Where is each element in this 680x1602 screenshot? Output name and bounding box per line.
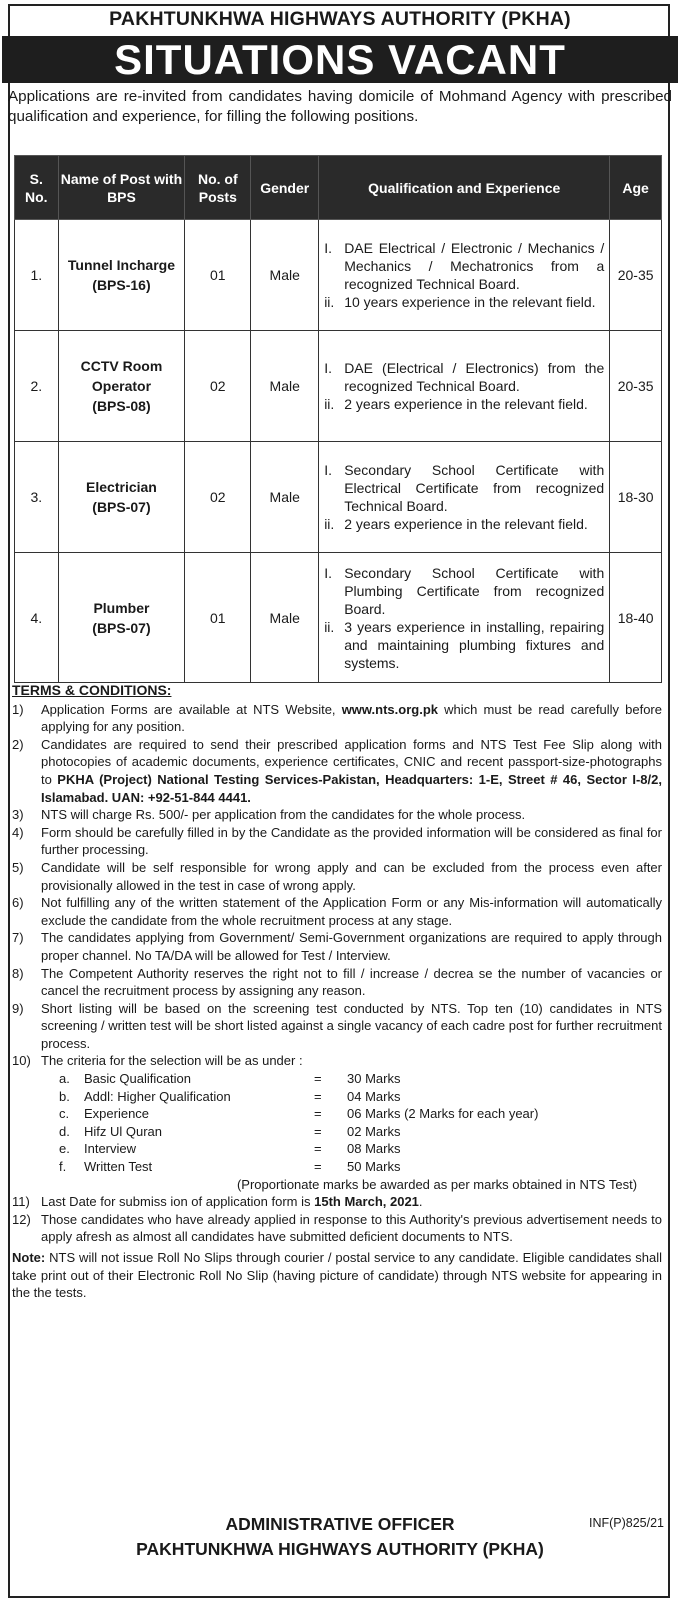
condition-item	[12, 824, 662, 859]
experience-item	[324, 395, 604, 413]
nts-website-link: www.nts.org.pk	[341, 701, 438, 717]
authority-name: PAKHTUNKHWA HIGHWAYS AUTHORITY (PKHA)	[136, 1539, 544, 1559]
criteria-marks: 04 Marks	[347, 1088, 401, 1104]
criteria-equals: =	[314, 1088, 322, 1104]
criteria-name: Basic Qualification	[84, 1071, 191, 1087]
situations-vacant-banner: SITUATIONS VACANT	[2, 36, 678, 83]
officer-title: ADMINISTRATIVE OFFICER	[225, 1514, 455, 1534]
condition-number: 5)	[12, 859, 24, 875]
row-age: 20-35	[610, 220, 662, 331]
condition-number: 9)	[12, 1000, 24, 1016]
condition-text-part: which must be read carefully before applying for any position.	[41, 701, 662, 735]
criteria-row	[59, 1105, 662, 1123]
criteria-letter: a.	[59, 1071, 70, 1087]
row-qualification	[319, 553, 610, 683]
condition-text	[41, 736, 662, 806]
criteria-equals: =	[314, 1106, 322, 1122]
criteria-name: Written Test	[84, 1159, 153, 1175]
criteria-equals: =	[314, 1071, 322, 1087]
criteria-name: Interview	[84, 1141, 137, 1157]
condition-number: 8)	[12, 965, 24, 981]
condition-number: 3)	[12, 807, 24, 823]
post-bps: (BPS-08)	[92, 398, 151, 414]
condition-text	[41, 701, 662, 736]
experience-text: 2 years experience in the relevant field.	[344, 396, 588, 412]
condition-text-part: .	[418, 1194, 423, 1210]
criteria-letter: f.	[59, 1159, 67, 1175]
note-label: Note:	[12, 1250, 46, 1265]
qualification-number: I.	[324, 462, 332, 478]
row-sno: 1.	[15, 220, 59, 331]
note-text: NTS will not issue Roll No Slips through courier / postal service to any candidate. Eligible candidates shall take print out of their Electronic Roll No Slip (having picture of candidate) through NTS website for appearing in the the tests.	[12, 1250, 662, 1301]
row-sno: 3.	[15, 442, 59, 553]
criteria-row	[59, 1123, 662, 1141]
criteria-letter: c.	[59, 1106, 70, 1122]
criteria-letter: b.	[59, 1088, 70, 1104]
post-bps: (BPS-07)	[92, 499, 151, 515]
col-header-age: Age	[610, 156, 662, 220]
experience-text: 10 years experience in the relevant field.	[344, 294, 596, 310]
criteria-row	[59, 1140, 662, 1158]
condition-text-part: Candidates are required to send their prescribed application forms and NTS Test Fee Slip along with photocopies of academic documents, experience certificates, CNIC and recent passport-size-photographs to	[41, 736, 662, 787]
criteria-equals: =	[314, 1159, 322, 1175]
qualification-item	[324, 564, 604, 618]
condition-text: Form should be carefully filled in by the Candidate as the provided information will be considered as final for further processing.	[41, 824, 662, 858]
table-row	[15, 220, 662, 331]
criteria-equals: =	[314, 1123, 322, 1139]
post-bps: (BPS-16)	[92, 277, 151, 293]
row-gender: Male	[251, 442, 319, 553]
col-header-gender: Gender	[251, 156, 319, 220]
experience-item	[324, 618, 604, 672]
post-name: Tunnel Incharge	[67, 257, 176, 273]
table-row	[15, 442, 662, 553]
condition-item	[12, 806, 662, 824]
condition-number: 10)	[12, 1053, 31, 1069]
row-sno: 2.	[15, 331, 59, 442]
condition-number: 1)	[12, 701, 24, 717]
table-row	[15, 553, 662, 683]
condition-item	[12, 894, 662, 929]
col-header-posts: No. of Posts	[185, 156, 251, 220]
criteria-equals: =	[314, 1141, 322, 1157]
condition-item	[12, 1000, 662, 1053]
row-age: 18-40	[610, 553, 662, 683]
condition-item	[12, 1193, 662, 1211]
row-gender: Male	[251, 331, 319, 442]
criteria-letter: e.	[59, 1141, 70, 1157]
condition-text: The Competent Authority reserves the right not to fill / increase / decrea se the number of vacancies or cancel the recruitment process by assigning any reason.	[41, 965, 662, 999]
selection-criteria	[59, 1070, 662, 1176]
condition-item	[12, 1052, 662, 1070]
criteria-name: Experience	[84, 1106, 150, 1122]
post-name: Electrician	[86, 479, 157, 495]
condition-text: The criteria for the selection will be as under :	[41, 1053, 303, 1069]
criteria-marks: 30 Marks	[347, 1071, 401, 1087]
vacancies-table	[14, 155, 662, 683]
row-sno: 4.	[15, 553, 59, 683]
criteria-marks: 02 Marks	[347, 1123, 401, 1139]
organization-title: PAKHTUNKHWA HIGHWAYS AUTHORITY (PKHA)	[109, 8, 571, 30]
criteria-marks: 08 Marks	[347, 1141, 401, 1157]
post-bps: (BPS-07)	[92, 619, 151, 636]
criteria-name: Addl: Higher Qualification	[84, 1088, 231, 1104]
qualification-number: I.	[324, 240, 332, 256]
condition-text-part: Last Date for submiss ion of application form is	[41, 1194, 315, 1210]
row-age: 18-30	[610, 442, 662, 553]
condition-text: Candidate will be self responsible for wrong apply and can be excluded from the process even after provisionally allowed in the test in case of wrong apply.	[41, 859, 662, 893]
condition-text: Those candidates who have already applied in response to this Authority's previous advertisement needs to apply afresh as almost all candidates have submitted deficient documents to NTS.	[41, 1211, 662, 1245]
condition-number: 12)	[12, 1211, 31, 1227]
condition-item	[12, 929, 662, 964]
row-qualification	[319, 220, 610, 331]
criteria-row	[59, 1088, 662, 1106]
qualification-text: DAE (Electrical / Electronics) from the recognized Technical Board.	[344, 360, 605, 394]
experience-text: 3 years experience in installing, repairing and maintaining plumbing fixtures and systems.	[344, 618, 605, 671]
row-post	[58, 220, 185, 331]
experience-number: ii.	[324, 618, 335, 635]
table-row	[15, 331, 662, 442]
experience-item	[324, 293, 604, 311]
terms-heading: TERMS & CONDITIONS:	[12, 682, 172, 698]
post-name: Plumber	[93, 599, 150, 616]
condition-item	[12, 1211, 662, 1246]
row-post	[58, 442, 185, 553]
criteria-name: Hifz Ul Quran	[84, 1123, 163, 1139]
proportionate-marks-note: (Proportionate marks be awarded as per marks obtained in NTS Test)	[236, 1176, 638, 1192]
condition-number: 4)	[12, 824, 24, 840]
row-post	[58, 331, 185, 442]
condition-text-part: Application Forms are available at NTS Website,	[41, 701, 342, 717]
intro-paragraph: Applications are re-invited from candidates having domicile of Mohmand Agency with prescribed qualification and experience, for filling the following positions.	[8, 88, 672, 125]
criteria-marks: 50 Marks	[347, 1159, 401, 1175]
row-posts: 02	[185, 442, 251, 553]
col-header-qualification: Qualification and Experience	[319, 156, 610, 220]
condition-number: 6)	[12, 895, 24, 911]
condition-text: Not fulfilling any of the written statement of the Application Form or any Mis-information will automatically exclude the candidate from the whole recruitment process at any stage.	[41, 895, 662, 928]
row-gender: Male	[251, 220, 319, 331]
row-age: 20-35	[610, 331, 662, 442]
criteria-row	[59, 1070, 662, 1088]
criteria-row	[59, 1158, 662, 1176]
row-qualification	[319, 442, 610, 553]
row-post	[58, 553, 185, 683]
condition-item	[12, 965, 662, 1000]
row-posts: 01	[185, 220, 251, 331]
experience-number: ii.	[324, 396, 335, 412]
experience-number: ii.	[324, 294, 335, 310]
condition-text	[41, 1193, 662, 1211]
experience-text: 2 years experience in the relevant field.	[344, 516, 588, 532]
last-date: 15th March, 2021	[314, 1194, 419, 1210]
row-gender: Male	[251, 553, 319, 683]
qualification-number: I.	[324, 360, 332, 376]
condition-number: 2)	[12, 736, 24, 752]
qualification-item	[324, 359, 604, 395]
qualification-text: Secondary School Certificate with Plumbing Certificate from recognized Board.	[344, 564, 605, 617]
condition-text: NTS will charge Rs. 500/- per application from the candidates for the whole process.	[41, 807, 526, 823]
qualification-text: Secondary School Certificate with Electrical Certificate from recognized Technical Board.	[344, 462, 605, 514]
table-header-row	[15, 156, 662, 220]
terms-and-conditions	[12, 682, 662, 1302]
reference-number: INF(P)825/21	[588, 1516, 664, 1530]
condition-item	[12, 736, 662, 806]
condition-item	[12, 701, 662, 736]
qualification-item	[324, 461, 604, 515]
col-header-sno: S. No.	[15, 156, 59, 220]
qualification-text: DAE Electrical / Electronic / Mechanics / Mechanics / Mechatronics from a recognized Technical Board.	[344, 240, 605, 292]
criteria-marks: 06 Marks (2 Marks for each year)	[347, 1106, 539, 1122]
post-name: CCTV Room Operator	[80, 358, 163, 394]
row-posts: 02	[185, 331, 251, 442]
experience-item	[324, 515, 604, 533]
footer-signature	[0, 1512, 680, 1562]
qualification-item	[324, 239, 604, 293]
condition-number: 7)	[12, 930, 24, 946]
condition-text: The candidates applying from Government/ Semi-Government organizations are required to apply through proper channel. No TA/DA will be allowed for Test / Interview.	[41, 930, 662, 963]
col-header-post: Name of Post with BPS	[58, 156, 185, 220]
condition-item	[12, 859, 662, 894]
row-posts: 01	[185, 553, 251, 683]
condition-text: Short listing will be based on the screening test conducted by NTS. Top ten (10) candidates in NTS screening / written test will be short listed against a single vacancy of each cadre post for further recruitment process.	[41, 1000, 662, 1051]
qualification-number: I.	[324, 564, 332, 581]
experience-number: ii.	[324, 516, 335, 532]
criteria-letter: d.	[59, 1123, 70, 1139]
nts-address: PKHA (Project) National Testing Services-Pakistan, Headquarters: 1-E, Street # 46, Sector I-8/2, Islamabad. UAN: +92-51-844 4441.	[41, 771, 662, 805]
note-paragraph	[12, 1249, 662, 1302]
row-qualification	[319, 331, 610, 442]
condition-number: 11)	[12, 1194, 30, 1210]
